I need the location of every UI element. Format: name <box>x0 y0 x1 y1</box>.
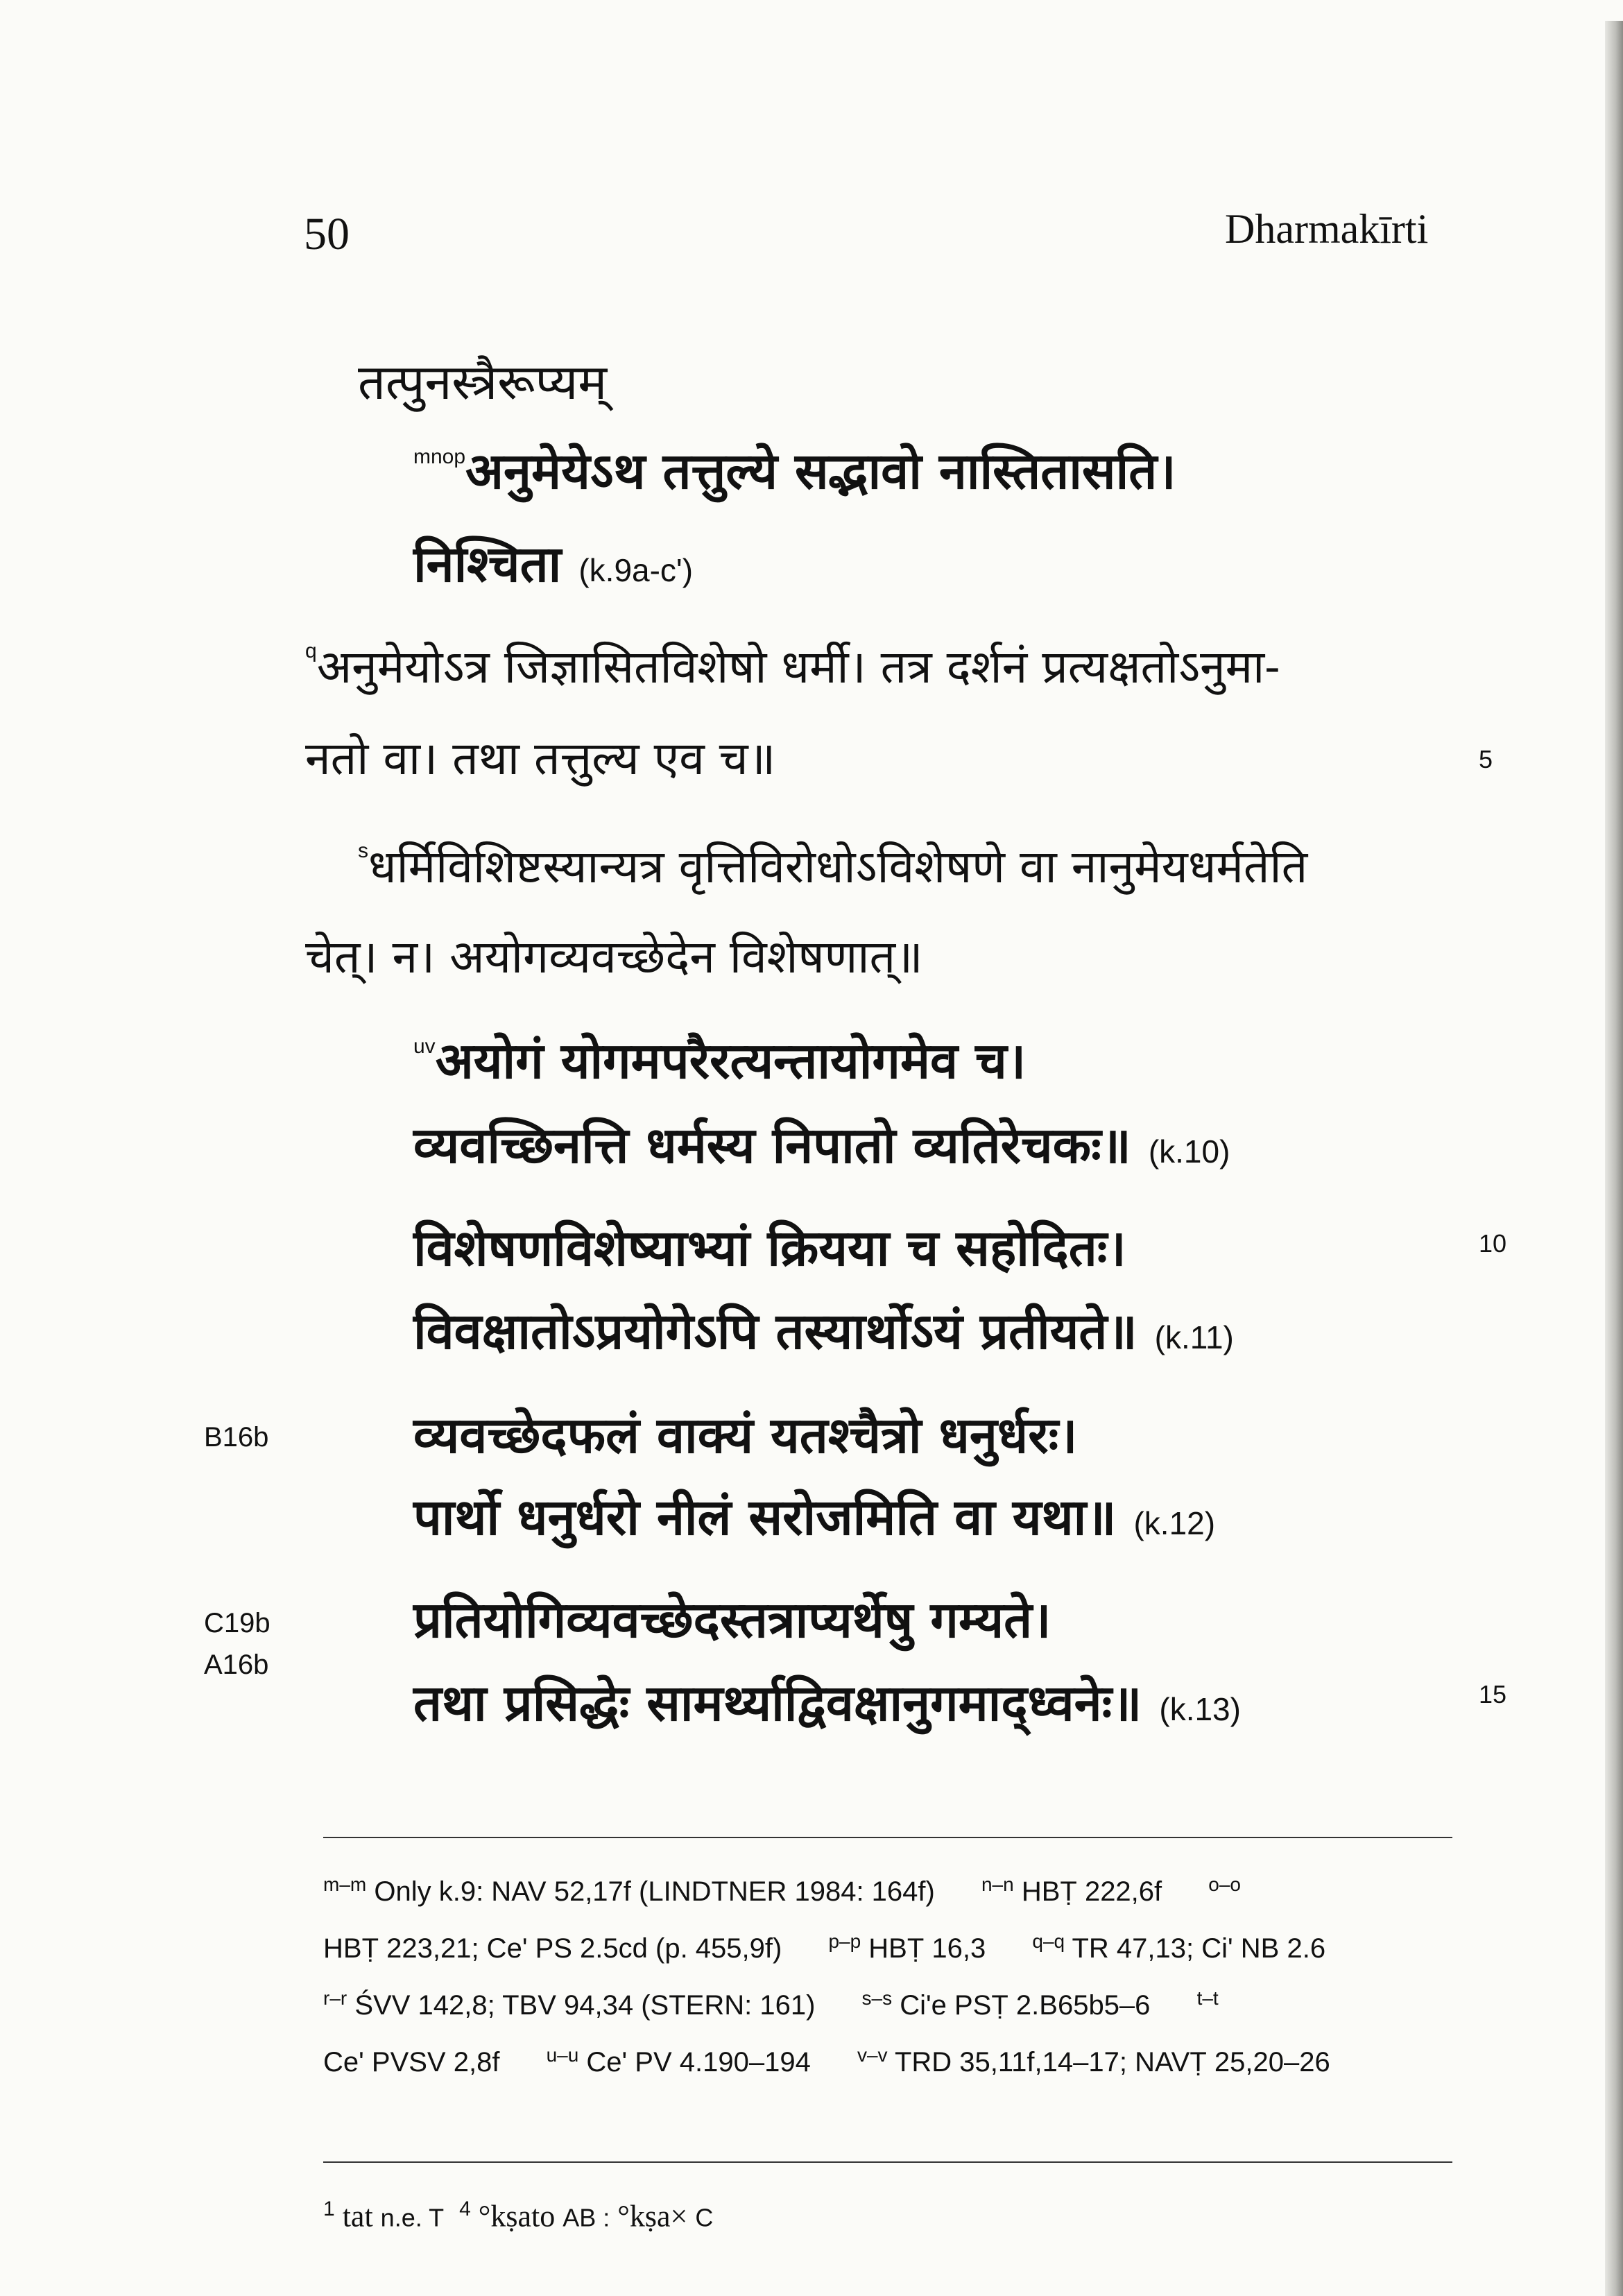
note-text: HBṬ 222,6f <box>1021 1876 1162 1907</box>
verse-text: विवक्षातोऽप्रयोगेऽपि तस्यार्थोऽयं प्रतीयते॥ <box>413 1301 1137 1360</box>
verse-k11-line1: विशेषणविशेष्याभ्यां क्रियया च सहोदितः। <box>413 1218 1126 1277</box>
commentary-line <box>358 834 1307 896</box>
footnote-lemma: °kṣato <box>478 2199 556 2234</box>
page-number: 50 <box>304 209 350 259</box>
footnote-number: 4 <box>459 2198 471 2220</box>
footnote-variant: °kṣa× <box>617 2199 688 2234</box>
note-label: v–v <box>857 2044 888 2066</box>
footnote-rule <box>323 2161 1452 2163</box>
line-number: 10 <box>1479 1229 1507 1258</box>
verse-text: निश्चिता <box>413 534 562 593</box>
verse-text: अयोगं योगमपरैरत्यन्तायोगमेव च। <box>435 1031 1027 1090</box>
verse-k11-line2 <box>413 1296 1234 1364</box>
verse-k9-line1 <box>413 436 1176 504</box>
verse-reference: (k.9a-c') <box>578 552 694 588</box>
verse-reference: (k.12) <box>1133 1505 1216 1541</box>
note-label: r–r <box>323 1987 347 2009</box>
verse-k12-line1: व्यवच्छेदफलं वाक्यं यतश्चैत्रो धनुर्धरः। <box>413 1405 1078 1464</box>
note-text: TR 47,13; Ci' NB 2.6 <box>1072 1933 1326 1964</box>
footnote-witness: C <box>695 2203 714 2232</box>
manuscript-siglum: B16b <box>204 1422 269 1453</box>
verse-reference: (k.13) <box>1159 1691 1241 1727</box>
testimonia-line <box>323 1978 1219 2035</box>
note-text: Ci'e PSṬ 2.B65b5–6 <box>900 1990 1151 2021</box>
note-label: o–o <box>1208 1874 1241 1895</box>
verse-text: व्यवच्छिनत्ति धर्मस्य निपातो व्यतिरेचकः॥ <box>413 1115 1131 1174</box>
note-text: Ce' PVSV 2,8f <box>323 2047 500 2077</box>
manuscript-siglum: C19b <box>204 1608 270 1638</box>
footnote-witness: AB : <box>563 2203 610 2232</box>
apparatus-rule <box>323 1837 1452 1838</box>
testimonia-marker: mnop <box>413 445 466 468</box>
commentary-text: धर्मिविशिष्टस्यान्यत्र वृत्तिविरोधोऽविशेषणे वा नानुमेयधर्मतेति <box>368 840 1308 893</box>
section-heading: तत्पुनस्त्रैरूप्यम् <box>358 354 608 411</box>
commentary-line: चेत्। न। अयोगव्यवच्छेदेन विशेषणात्॥ <box>305 930 923 984</box>
note-label: s–s <box>861 1987 893 2009</box>
commentary-text: अनुमेयोऽत्र जिज्ञासितविशेषो धर्मी। तत्र दर्शनं प्रत्यक्षतोऽनुमा- <box>316 640 1280 694</box>
note-text: Ce' PV 4.190–194 <box>586 2047 811 2077</box>
verse-k10-line2 <box>413 1110 1230 1178</box>
verse-k12-line2 <box>413 1482 1215 1550</box>
note-label: u–u <box>546 2044 579 2066</box>
verse-k13-line2 <box>413 1668 1241 1736</box>
critical-footnotes <box>323 2198 713 2234</box>
verse-k10-line1 <box>413 1025 1026 1093</box>
verse-text: पार्थो धनुर्धरो नीलं सरोजमिति वा यथा॥ <box>413 1487 1117 1546</box>
running-head: Dharmakīrti <box>1225 206 1429 252</box>
note-label: m–m <box>323 1874 367 1895</box>
note-label: q–q <box>1032 1930 1065 1952</box>
footnote-lemma: tat <box>342 2199 373 2234</box>
testimonia-marker: uv <box>413 1035 436 1058</box>
verse-reference: (k.10) <box>1148 1133 1230 1170</box>
verse-reference: (k.11) <box>1154 1319 1234 1355</box>
note-text: HBṬ 16,3 <box>868 1933 986 1964</box>
scan-edge-shadow <box>1605 21 1623 2296</box>
note-label: n–n <box>981 1874 1014 1895</box>
note-text: HBṬ 223,21; Ce' PS 2.5cd (p. 455,9f) <box>323 1933 782 1964</box>
commentary-line: नतो वा। तथा तत्तुल्य एव च॥ <box>305 732 776 785</box>
verse-k9-line2 <box>413 529 693 597</box>
testimonia-marker: s <box>358 839 368 862</box>
verse-text: तथा प्रसिद्धेः सामर्थ्याद्विवक्षानुगमाद्ध्वनेः॥ <box>413 1673 1142 1732</box>
note-text: ŚVV 142,8; TBV 94,34 (STERN: 161) <box>354 1990 816 2021</box>
verse-k13-line1: प्रतियोगिव्यवच्छेदस्तत्राप्यर्थेषु गम्यते। <box>413 1590 1051 1649</box>
note-label: t–t <box>1196 1987 1219 2009</box>
manuscript-siglum: A16b <box>204 1650 269 1680</box>
testimonia-marker: q <box>305 640 317 662</box>
footnote-witness: n.e. T <box>380 2203 445 2232</box>
footnote-number: 1 <box>323 2198 335 2220</box>
testimonia-line <box>323 2035 1330 2092</box>
commentary-line <box>305 634 1280 696</box>
note-text: Only k.9: NAV 52,17f (LINDTNER 1984: 164f) <box>374 1876 935 1907</box>
note-text: TRD 35,11f,14–17; NAVṬ 25,20–26 <box>894 2047 1330 2077</box>
note-label: p–p <box>828 1930 861 1952</box>
line-number: 5 <box>1479 745 1493 773</box>
testimonia-line <box>323 1921 1325 1978</box>
line-number: 15 <box>1479 1680 1507 1708</box>
verse-text: अनुमेयेऽथ तत्तुल्ये सद्भावो नास्तितासति। <box>465 441 1176 500</box>
testimonia-line <box>323 1865 1241 1921</box>
